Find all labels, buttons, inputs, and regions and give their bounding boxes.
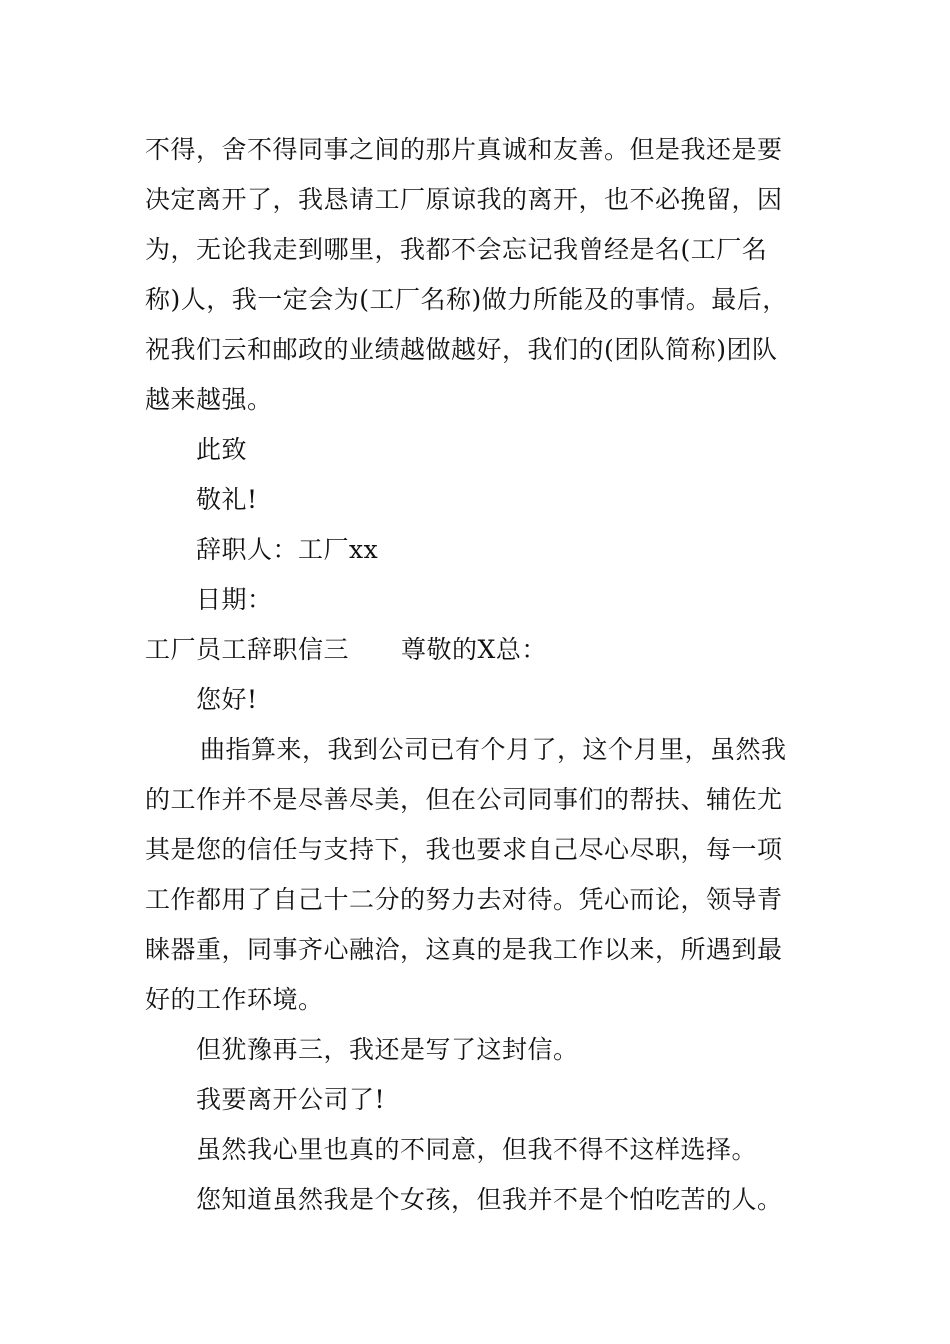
greeting: 您好! xyxy=(196,685,258,714)
paragraph-line: 曲指算来，我到公司已有个月了，这个月里，虽然我 xyxy=(200,735,787,764)
paragraph-line: 的工作并不是尽善尽美，但在公司同事们的帮扶、辅佐尤 xyxy=(145,785,783,814)
letter-heading xyxy=(145,634,547,666)
paragraph-line: 不得，舍不得同事之间的那片真诚和友善。但是我还是要 xyxy=(145,135,783,164)
paragraph-line: 称)人，我一定会为(工厂名称)做力所能及的事情。最后， xyxy=(145,285,788,314)
paragraph-line: 您知道虽然我是个女孩，但我并不是个怕吃苦的人。 xyxy=(196,1185,783,1214)
paragraph-line: 为，无论我走到哪里，我都不会忘记我曾经是名(工厂名 xyxy=(145,235,768,264)
closing-cizhi: 此致 xyxy=(196,435,248,464)
paragraph-line: 越来越强。 xyxy=(145,385,273,414)
letter-title: 工厂员工辞职信三 xyxy=(145,635,350,664)
signer-line: 辞职人：工厂xx xyxy=(196,535,379,564)
paragraph-line: 但犹豫再三，我还是写了这封信。 xyxy=(196,1035,579,1064)
paragraph-line: 其是您的信任与支持下，我也要求自己尽心尽职，每一项 xyxy=(145,835,783,864)
closing-jingli: 敬礼! xyxy=(196,485,258,514)
paragraph-line: 决定离开了，我恳请工厂原谅我的离开，也不必挽留，因 xyxy=(145,185,783,214)
date-line: 日期： xyxy=(196,585,273,614)
paragraph-line: 祝我们云和邮政的业绩越做越好，我们的(团队简称)团队 xyxy=(145,335,778,364)
paragraph-line: 我要离开公司了! xyxy=(196,1085,386,1114)
paragraph-line: 睐器重，同事齐心融洽，这真的是我工作以来，所遇到最 xyxy=(145,935,783,964)
paragraph-line: 好的工作环境。 xyxy=(145,985,324,1014)
salutation: 尊敬的X总： xyxy=(401,635,547,664)
paragraph-line: 虽然我心里也真的不同意，但我不得不这样选择。 xyxy=(196,1135,758,1164)
paragraph-line: 工作都用了自己十二分的努力去对待。凭心而论，领导青 xyxy=(145,885,783,914)
